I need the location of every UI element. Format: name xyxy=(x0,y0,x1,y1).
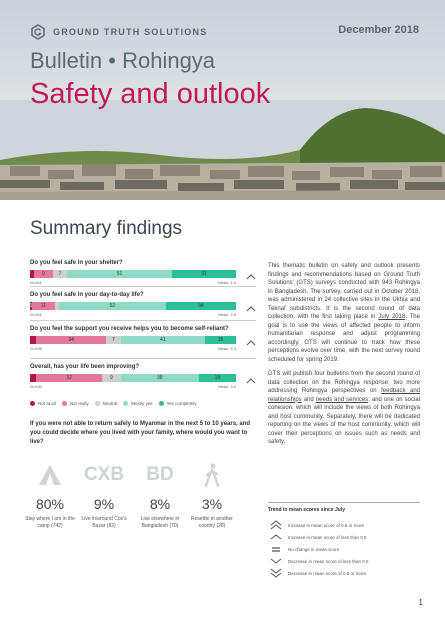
legend-label: Neutral xyxy=(102,401,118,406)
question-block xyxy=(30,326,256,351)
section-title: Summary findings xyxy=(30,218,183,239)
question-text: Do you feel safe in your shelter? xyxy=(30,260,123,266)
chart-legend xyxy=(30,401,197,406)
legend-item xyxy=(62,401,89,406)
option-label: Live elsewhere in Bangladesh (70) xyxy=(140,516,180,529)
trend-legend-title: Trend in mean scores since July xyxy=(268,507,345,513)
mean-score: Mean: 3.9 xyxy=(218,312,236,317)
question-text: Do you feel safe in your day-to-day life? xyxy=(30,292,144,298)
return-question: If you were not able to return safely to Myanmar in the next 5 to 10 years, and you could decide where you lived with your family, where would you want to live? xyxy=(30,421,251,445)
sample-size: N=941 xyxy=(30,280,42,285)
legend-label: Not really xyxy=(69,401,89,406)
intro-paragraph-2: GTS will publish four bulletins from the second round of data collection on the Rohingya response: two more addressing Rohingya perspectives on feedback and relationships and needs and services; and one on social cohesion, which will include the views of both Rohingya and host community. Separately, there will be dedicated reporting on the views of the host community, which will cover their perceptions on issues such as needs and safety. xyxy=(268,371,421,445)
sample-size: N=934 xyxy=(30,384,42,389)
divider xyxy=(30,358,256,359)
legend-swatch xyxy=(159,401,164,406)
legend-label: Mostly yes xyxy=(131,401,153,406)
bar-segment-mostly-yes: 52 xyxy=(59,302,166,310)
sample-size: N=941 xyxy=(30,312,42,317)
bar-segment-yes-completely: 18 xyxy=(199,374,236,382)
bar-segment-mostly-yes: 41 xyxy=(121,336,205,344)
chevron-up-icon xyxy=(268,532,284,542)
divider xyxy=(30,320,256,321)
question-meta xyxy=(30,384,236,389)
stacked-bar xyxy=(30,302,236,310)
tent-icon xyxy=(22,462,78,488)
return-option xyxy=(22,462,78,530)
divider xyxy=(30,286,256,287)
trend-legend-label: Increase in mean score of 0.5 or more xyxy=(288,522,365,528)
option-percentage: 8% xyxy=(149,496,171,512)
return-option xyxy=(76,462,132,530)
question-block xyxy=(30,260,256,285)
page-number: 1 xyxy=(418,598,423,607)
bar-segment-neutral: 7 xyxy=(53,270,67,278)
publication-date: December 2018 xyxy=(338,24,419,36)
intro-text xyxy=(268,262,420,453)
trend-legend-row xyxy=(268,555,420,567)
legend-item xyxy=(159,401,197,406)
legend-swatch xyxy=(30,401,35,406)
bar-segment-yes-completely: 31 xyxy=(172,270,236,278)
org-logo xyxy=(30,24,207,40)
bar-segment-not-really: 9 xyxy=(34,270,53,278)
double-chevron-up-icon xyxy=(268,520,284,530)
double-chevron-down-icon xyxy=(268,568,284,578)
legend-swatch xyxy=(62,401,67,406)
trend-legend-row xyxy=(268,543,420,555)
cxb-text: CXB xyxy=(83,464,125,485)
stacked-bar xyxy=(30,336,236,344)
bd-text: BD xyxy=(146,464,174,485)
chevron-down-icon xyxy=(268,556,284,566)
needs-services-link[interactable]: needs and services xyxy=(315,396,369,403)
bar-segment-neutral: 7 xyxy=(106,336,120,344)
option-percentage: 9% xyxy=(93,496,115,512)
question-block xyxy=(30,292,256,317)
walking-person-icon xyxy=(184,462,240,488)
bar-segment-yes-completely: 15 xyxy=(205,336,236,344)
org-name: GROUND TRUTH SOLUTIONS xyxy=(53,27,208,37)
mean-score: Mean: 3.4 xyxy=(218,384,236,389)
trend-legend-label: No change in mean score xyxy=(288,546,340,552)
legend-swatch xyxy=(95,401,100,406)
trend-legend-row xyxy=(268,531,420,543)
camp-landscape-photo xyxy=(0,100,445,200)
bar-segment-not-really: 32 xyxy=(36,374,102,382)
sample-size: N=935 xyxy=(30,346,42,351)
mean-score: Mean: 4.0 xyxy=(218,280,236,285)
option-label: Resettle in another country (28) xyxy=(191,516,233,529)
bar-segment-neutral: 9 xyxy=(102,374,121,382)
trend-legend xyxy=(268,502,420,579)
chevron-up-icon xyxy=(246,274,256,280)
question-block xyxy=(30,364,256,389)
question-meta xyxy=(30,312,236,317)
bar-segment-not-really: 11 xyxy=(32,302,55,310)
legend-item xyxy=(123,401,152,406)
trend-legend-row xyxy=(268,567,420,579)
trend-legend-row xyxy=(268,519,420,531)
option-label: Live in/around Cox's Bazar (82) xyxy=(81,516,127,529)
stacked-bar xyxy=(30,374,236,382)
july-2018-link[interactable]: July 2018 xyxy=(378,314,406,320)
question-text: Overall, has your life been improving? xyxy=(30,364,140,370)
question-meta xyxy=(30,280,236,285)
question-text: Do you feel the support you receive helps you to become self-reliant? xyxy=(30,326,229,332)
stacked-bar xyxy=(30,270,236,278)
legend-label: Not at all xyxy=(38,401,56,406)
bar-segment-not-at-all: 1 xyxy=(29,303,33,309)
intro-paragraph-1: This thematic bulletin on safety and outlook presents findings and recommendations based on Ground Truth Solutions' (GTS) surveys conducted with 943 Rohingya in Bangladesh. The survey, carried out in October 2018, was administered in 24 collective sites in the Ukhia and Teknaf subdistricts. It is the second round of data collection, with the first taking place in July 2018. The goal is to use the views of affected people to inform humanitarian response and adjust programming accordingly. GTS will continue to track how these perceptions evolve over time, with the next survey round scheduled for spring 2019. xyxy=(268,263,420,363)
gts-logo-icon xyxy=(30,24,46,40)
equals-icon xyxy=(268,544,284,554)
question-meta xyxy=(30,346,236,351)
bulletin-subtitle: Bulletin • Rohingya xyxy=(30,48,216,73)
bar-segment-mostly-yes: 38 xyxy=(121,374,199,382)
trend-legend-label: Decrease in mean score of 0.5 or more xyxy=(288,570,367,576)
return-option xyxy=(132,462,188,530)
bar-segment-not-really: 34 xyxy=(36,336,106,344)
trend-legend-label: Decrease in mean score of less than 0.5 xyxy=(288,558,369,564)
legend-item xyxy=(95,401,118,406)
feedback-relationships-link[interactable]: feedback and relationships xyxy=(268,388,421,403)
page-title: Safety and outlook xyxy=(30,78,271,110)
bar-segment-mostly-yes: 51 xyxy=(67,270,172,278)
chevron-up-icon xyxy=(246,340,256,346)
trend-legend-label: Increase in mean score of less than 0.5 xyxy=(288,534,367,540)
legend-label: Yes completely xyxy=(166,401,197,406)
legend-swatch xyxy=(123,401,128,406)
bar-segment-yes-completely: 34 xyxy=(166,302,236,310)
option-percentage: 80% xyxy=(35,496,65,512)
legend-item xyxy=(30,401,56,406)
option-percentage: 3% xyxy=(201,496,223,512)
chevron-up-icon xyxy=(246,306,256,312)
chevron-up-icon xyxy=(246,378,256,384)
hero-banner xyxy=(0,0,445,200)
return-option xyxy=(184,462,240,530)
mean-score: Mean: 3.3 xyxy=(218,346,236,351)
option-label: Stay where I am in the camp (742) xyxy=(25,516,75,529)
